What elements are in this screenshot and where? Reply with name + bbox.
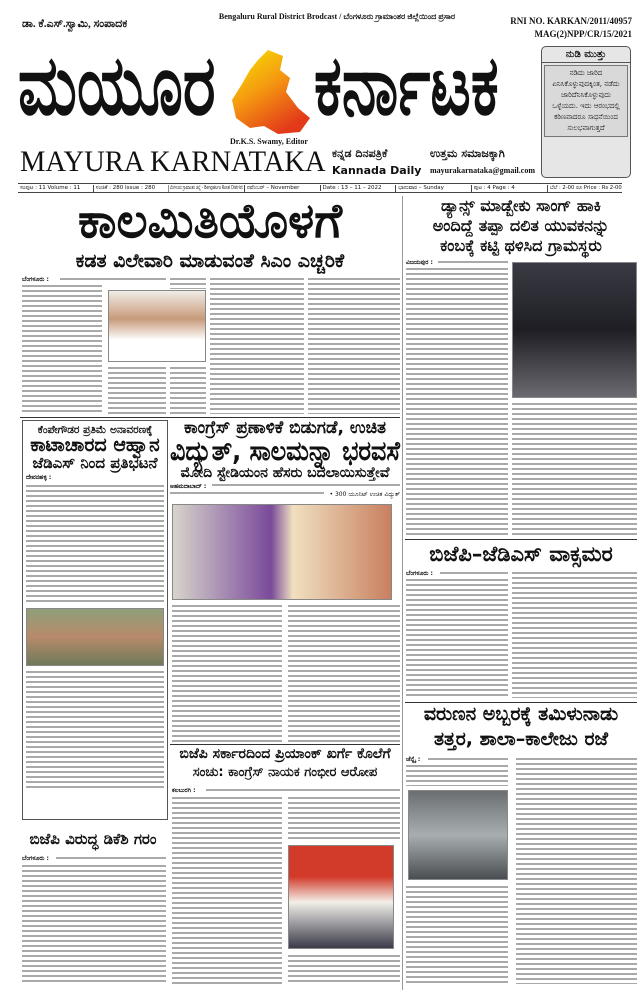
- datebar-item: Date : 13 – 11 – 2022: [320, 185, 396, 191]
- main-headline: ಕಾಲಮಿತಿಯೊಳಗೆ: [77, 193, 343, 249]
- kempegowda-story-box: [22, 420, 168, 820]
- main-dateline: ಬೆಂಗಳೂರು :: [22, 276, 49, 283]
- title-left-wrap: [18, 35, 228, 138]
- manifesto-release-photo: [172, 504, 392, 600]
- congress-headline-3: ಮೋದಿ ಸ್ಟೇಡಿಯಂನ ಹೆಸರು ಬದಲಾಯಿಸುತ್ತೇವೆ: [180, 465, 390, 482]
- kannada-daily: Kannada Daily: [332, 164, 422, 177]
- datebar-item: ಬೆಲೆ : 2-00 ರೂ Price : Rs 2-00: [547, 185, 623, 192]
- nudi-text: ನಡಿದು ಜಾರಿದ ಏನಿಸಿಕೊಳ್ಳುವುದಕ್ಕಿಂತ, ನಡೆದು ಜಾರಿದೆನಿಸಿಕೊಳ್ಳುವುದು ಒಳ್ಳೆಯದು. ಇದು ಆರಂಭದಲ್ಲಿ ಕಠಿಣವಾದರೂ ಸಾಧನೆಯಿಂದ ಸುಲಭವಾಗುತ್ತದೆ: [544, 65, 628, 137]
- motto: ಉತ್ತಮ ಸಮಾಜಕ್ಕಾಗಿ: [430, 147, 505, 160]
- tagline: ಕನ್ನಡ ದಿನಪತ್ರಿಕೆ: [332, 147, 388, 160]
- congress-story: [170, 420, 400, 499]
- box-dateline: ದೇವನಹಳ್ಳಿ :: [26, 473, 52, 481]
- email: mayurakarnataka@gmail.com: [430, 166, 535, 175]
- editor-english: Dr.K.S. Swamy, Editor: [230, 137, 308, 146]
- press-meet-photo: [288, 845, 394, 949]
- karnataka-map-logo: [228, 48, 312, 136]
- rain-dateline: ಚೆನ್ನೈ :: [406, 756, 421, 763]
- kharge-dateline: ಕಲಬುರಗಿ :: [172, 787, 196, 794]
- date-bar: [18, 183, 622, 193]
- datebar-item: ನವೆಂಬರ್ – November: [244, 185, 320, 192]
- nudi-title: ನುಡಿ ಮುತ್ತು: [542, 47, 630, 63]
- main-body-col1: [22, 284, 102, 414]
- protest-photo: [26, 608, 164, 666]
- datebar-item: ಪುಟ : 4 Page : 4: [471, 185, 547, 192]
- box-headline-2: ಕಾಟಾಚಾರದ ಆಹ್ವಾನ: [30, 434, 160, 457]
- broadcast-line: Bengaluru Rural District Brodcast / ಬೆಂಗಳೂರು ಗ್ರಾಮಾಂತರ ಜಿಲ್ಲೆಯಿಂದ ಪ್ರಸಾರ: [218, 12, 456, 21]
- kharge-headline-1: ಬಿಜೆಪಿ ಸರ್ಕಾರದಿಂದ ಪ್ರಿಯಾಂಕ್ ಖರ್ಗೆ ಕೊಲೆಗೆ: [179, 746, 391, 762]
- datebar-item: ಭಾನುವಾರ – Sunday: [395, 185, 471, 192]
- rain-headline-1: ವರುಣನ ಅಬ್ಬರಕ್ಕೆ ತಮಿಳುನಾಡು: [423, 703, 619, 725]
- right-dateline: ವಿಜಯಪುರ :: [406, 259, 433, 266]
- box-headline-3: ಜೆಡಿಎಸ್ ನಿಂದ ಪ್ರತಿಭಟನೆ: [32, 453, 158, 472]
- main-body-col4: [308, 277, 400, 414]
- title-right: ಕರ್ನಾಟಕ: [314, 35, 499, 135]
- dks-headline: ಬಿಜೆಪಿ ವಿರುದ್ಧ ಡಿಕೆಶಿ ಗರಂ: [29, 830, 157, 848]
- datebar-item: ಸಂಚಿಕೆ : 280 Issue : 280: [93, 185, 169, 192]
- rain-headline-2: ತತ್ತರ, ಶಾಲಾ–ಕಾಲೇಜು ರಜೆ: [433, 728, 609, 750]
- datebar-item: ಬೆಂಗಳೂರು ಗ್ರಾಮಾಂತರ ಜಿಲ್ಲೆ – Bengaluru Rural District: [170, 184, 244, 191]
- flood-photo: [408, 790, 508, 880]
- congress-headline-2: ವಿದ್ಯುತ್, ಸಾಲಮನ್ನಾ ಭರವಸೆ: [170, 435, 400, 467]
- editor-kannada: ಡಾ. ಕೆ.ಎಸ್.ಸ್ವಾಮಿ, ಸಂಪಾದಕ: [22, 18, 128, 30]
- dks-dateline: ಬೆಂಗಳೂರು :: [22, 855, 49, 862]
- mag-number: MAG(2)NPP/CR/15/2021: [534, 29, 632, 39]
- bjp-jds-headline: ಬಿಜೆಪಿ–ಜೆಡಿಎಸ್ ವಾಕ್ಸಮರ: [429, 542, 613, 566]
- right-headline-3: ಕಂಬಕ್ಕೆ ಕಟ್ಟಿ ಥಳಿಸಿದ ಗ್ರಾಮಸ್ಥರು: [440, 236, 602, 255]
- nudi-muttu-box: [541, 46, 631, 178]
- right-headline-2: ಅಂದಿದ್ದೆ ತಪ್ಪಾ ದಲಿತ ಯುವಕನನ್ನು: [432, 216, 610, 235]
- congress-bullet: • 300 ಯೂನಿಟ್ ಉಚಿತ ವಿದ್ಯುತ್: [329, 490, 400, 498]
- main-body-col3: [210, 277, 304, 414]
- rni-number: RNI NO. KARKAN/2011/40957: [510, 16, 632, 26]
- bjp-jds-dateline: ಬೆಂಗಳೂರು :: [406, 570, 433, 577]
- villagers-photo: [512, 262, 637, 398]
- cm-photo: [108, 290, 206, 362]
- right-headline-1: ಡ್ಯಾನ್ಸ್ ಮಾಡ್ಬೇಕು ಸಾಂಗ್ ಹಾಕಿ: [440, 196, 602, 215]
- congress-dateline: ಅಹಮದಾಬಾದ್ :: [170, 482, 207, 490]
- box-headline-1: ಕೆಂಪೇಗೌಡರ ಪ್ರತಿಮೆ ಅನಾವರಣಕ್ಕೆ: [37, 424, 153, 436]
- congress-headline-1: ಕಾಂಗ್ರೆಸ್ ಪ್ರಣಾಳಿಕೆ ಬಿಡುಗಡೆ, ಉಚಿತ: [184, 418, 386, 438]
- title-english: MAYURA KARNATAKA: [20, 145, 326, 178]
- title-left: ಮಯೂರ: [18, 35, 216, 135]
- main-subheadline: ಕಡತ ವಿಲೇವಾರಿ ಮಾಡುವಂತೆ ಸಿಎಂ ಎಚ್ಚರಿಕೆ: [75, 250, 345, 272]
- title-right-wrap: [314, 35, 536, 138]
- datebar-item: ಸಂಪುಟ : 11 Volume : 11: [20, 184, 81, 191]
- kharge-headline-2: ಸಂಚು: ಕಾಂಗ್ರೆಸ್ ನಾಯಕ ಗಂಭೀರ ಆರೋಪ: [192, 765, 378, 780]
